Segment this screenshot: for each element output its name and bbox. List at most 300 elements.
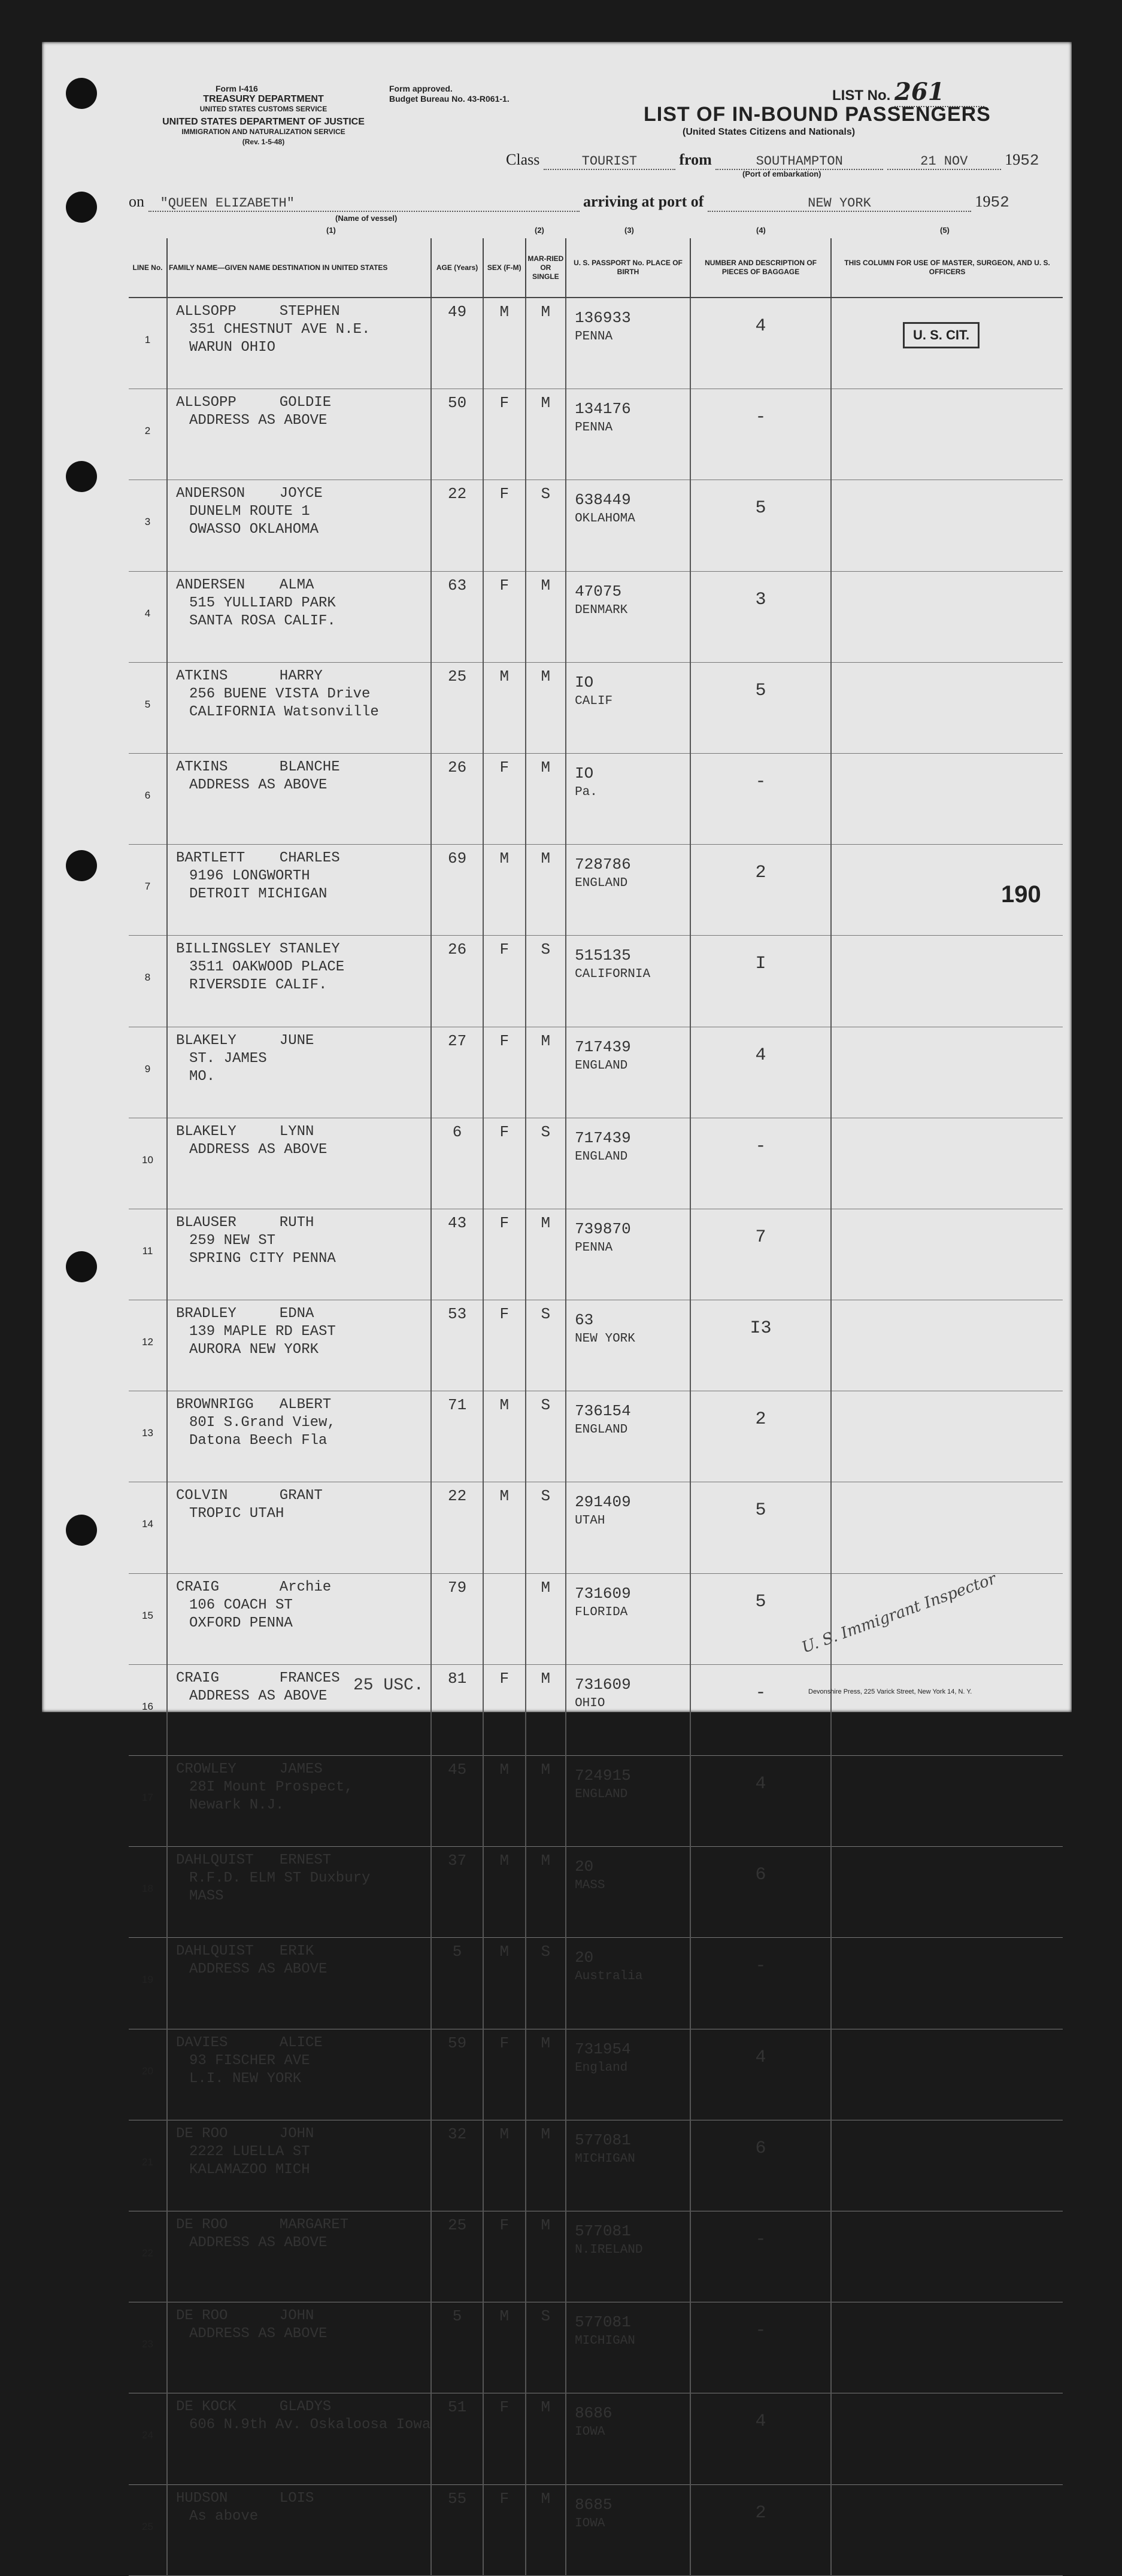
footer-total: 25 USC. [353, 1676, 424, 1695]
married-cell: S [526, 936, 566, 1027]
header-married: MAR-RIED OR SINGLE [526, 238, 566, 298]
line-number: 21 [129, 2120, 167, 2211]
destination-address: 9196 LONGWORTH DETROIT MICHIGAN [189, 868, 327, 903]
age-cell: 43 [431, 1209, 483, 1300]
passenger-name [167, 1391, 431, 1482]
baggage-cell: I [690, 936, 831, 1027]
place-of-birth: UTAH [575, 1514, 605, 1528]
line-number: 17 [129, 1756, 167, 1847]
sex-cell: F [483, 2211, 526, 2302]
passport-cell [566, 389, 690, 480]
age-cell: 22 [431, 1482, 483, 1573]
baggage-cell: - [690, 1664, 831, 1755]
family-given-name: CRAIG FRANCES [175, 1670, 340, 1686]
destination-address: ADDRESS AS ABOVE [189, 2234, 327, 2251]
passport-cell [566, 1391, 690, 1482]
col-num-3: (3) [624, 226, 634, 235]
officers-cell [831, 2120, 1063, 2211]
age-cell: 81 [431, 1664, 483, 1755]
passenger-name [167, 753, 431, 844]
sex-cell: F [483, 2393, 526, 2484]
punch-hole [66, 192, 97, 223]
family-given-name: HUDSON LOIS [175, 2490, 314, 2507]
age-cell: 55 [431, 2484, 483, 2575]
destination-address: 80I S.Grand View, Datona Beech Fla [189, 1415, 336, 1449]
passport-number: 134176 [575, 400, 631, 418]
passenger-name [167, 2302, 431, 2393]
passport-number: IO [575, 764, 594, 782]
destination-address: As above [189, 2508, 259, 2525]
passenger-name [167, 1209, 431, 1300]
passenger-name [167, 845, 431, 936]
sex-cell: M [483, 1756, 526, 1847]
passport-cell [566, 1573, 690, 1664]
page-subtitle: (United States Citizens and Nationals) [683, 127, 856, 137]
vessel-name: "QUEEN ELIZABETH" [148, 196, 580, 212]
passport-number: 739870 [575, 1219, 631, 1238]
married-cell: M [526, 298, 566, 389]
married-cell: M [526, 845, 566, 936]
baggage-cell: 4 [690, 2029, 831, 2120]
punch-hole [66, 1251, 97, 1282]
vessel-line [129, 193, 1063, 212]
sex-cell: F [483, 2484, 526, 2575]
married-cell: M [526, 753, 566, 844]
table-header [129, 238, 1063, 298]
passenger-name [167, 480, 431, 571]
passport-cell [566, 480, 690, 571]
sex-cell: F [483, 1300, 526, 1391]
line-number: 25 [129, 2484, 167, 2575]
married-cell: M [526, 2393, 566, 2484]
age-cell: 59 [431, 2029, 483, 2120]
baggage-cell: 2 [690, 845, 831, 936]
header-officers: THIS COLUMN FOR USE OF MASTER, SURGEON, AND U. S. OFFICERS [831, 238, 1063, 298]
married-cell: M [526, 1573, 566, 1664]
age-cell: 22 [431, 480, 483, 571]
line-number: 6 [129, 753, 167, 844]
age-cell: 45 [431, 1756, 483, 1847]
passenger-name [167, 1027, 431, 1118]
age-cell: 50 [431, 389, 483, 480]
family-given-name: ANDERSON JOYCE [175, 486, 323, 502]
place-of-birth: ENGLAND [575, 1423, 628, 1437]
sex-cell: M [483, 2120, 526, 2211]
line-number: 14 [129, 1482, 167, 1573]
destination-address: 606 N.9th Av. Oskaloosa Iowa [189, 2417, 431, 2434]
passenger-name [167, 1482, 431, 1573]
passport-cell [566, 1756, 690, 1847]
header-baggage: NUMBER AND DESCRIPTION OF PIECES OF BAGGAGE [690, 238, 831, 298]
sex-cell [483, 1573, 526, 1664]
punch-hole [66, 461, 97, 492]
passport-cell [566, 1664, 690, 1755]
baggage-cell: 5 [690, 1573, 831, 1664]
arriving-label: arriving at port of [583, 193, 704, 210]
sex-cell: M [483, 1482, 526, 1573]
sex-cell: M [483, 662, 526, 753]
place-of-birth: Pa. [575, 785, 598, 799]
family-given-name: CROWLEY JAMES [175, 1761, 323, 1777]
table-row [129, 1482, 1063, 1573]
place-of-birth: IOWA [575, 2425, 605, 2440]
header-passport: U. S. PASSPORT No. PLACE OF BIRTH [566, 238, 690, 298]
passport-cell [566, 2393, 690, 2484]
baggage-cell: - [690, 753, 831, 844]
arriving-value: NEW YORK [708, 196, 971, 212]
family-given-name: DAVIES ALICE [175, 2034, 323, 2051]
destination-address: TROPIC UTAH [189, 1506, 284, 1522]
age-cell: 71 [431, 1391, 483, 1482]
col-num-5: (5) [940, 226, 950, 235]
page-title: LIST OF IN-BOUND PASSENGERS [644, 103, 991, 126]
age-cell: 26 [431, 753, 483, 844]
table-row [129, 1391, 1063, 1482]
class-label: Class [506, 151, 540, 168]
family-given-name: BLAKELY LYNN [175, 1123, 314, 1140]
place-of-birth: CALIFORNIA [575, 967, 651, 982]
passenger-name [167, 662, 431, 753]
line-number: 15 [129, 1573, 167, 1664]
family-given-name: BROWNRIGG ALBERT [175, 1397, 332, 1413]
baggage-cell: 5 [690, 1482, 831, 1573]
destination-address: ADDRESS AS ABOVE [189, 412, 327, 429]
baggage-cell: 6 [690, 2120, 831, 2211]
baggage-cell: 4 [690, 1756, 831, 1847]
officers-cell [831, 753, 1063, 844]
age-cell: 32 [431, 2120, 483, 2211]
passport-cell [566, 2120, 690, 2211]
passenger-name [167, 1118, 431, 1209]
punch-hole [66, 1515, 97, 1546]
passport-number: 724915 [575, 1767, 631, 1785]
destination-address: ADDRESS AS ABOVE [189, 1688, 327, 1704]
married-cell: S [526, 1300, 566, 1391]
baggage-cell: - [690, 1118, 831, 1209]
col-num-4: (4) [756, 226, 766, 235]
married-cell: M [526, 389, 566, 480]
destination-address: 28I Mount Prospect, Newark N.J. [189, 1779, 353, 1813]
destination-address: ADDRESS AS ABOVE [189, 1141, 327, 1158]
passport-number: 577081 [575, 2222, 631, 2240]
table-row [129, 2211, 1063, 2302]
passport-cell [566, 662, 690, 753]
line-number: 8 [129, 936, 167, 1027]
passport-cell [566, 2029, 690, 2120]
passport-number: 63 [575, 1311, 594, 1330]
passenger-name [167, 298, 431, 389]
passport-cell [566, 936, 690, 1027]
place-of-birth: NEW YORK [575, 1332, 635, 1346]
line-number: 22 [129, 2211, 167, 2302]
married-cell: M [526, 2484, 566, 2575]
baggage-cell: 5 [690, 480, 831, 571]
officers-cell [831, 1118, 1063, 1209]
passport-cell [566, 2211, 690, 2302]
baggage-cell: 4 [690, 2393, 831, 2484]
year-prefix: 19 [1005, 151, 1021, 168]
passport-cell [566, 1027, 690, 1118]
married-cell: M [526, 2029, 566, 2120]
table-row [129, 1847, 1063, 1938]
married-cell: M [526, 1847, 566, 1938]
place-of-birth: CALIF [575, 694, 613, 708]
age-cell: 53 [431, 1300, 483, 1391]
officers-cell [831, 662, 1063, 753]
family-given-name: COLVIN GRANT [175, 1488, 323, 1504]
place-of-birth: England [575, 2061, 628, 2075]
year-value: 52 [1020, 151, 1039, 169]
family-given-name: BLAUSER RUTH [175, 1214, 314, 1231]
place-of-birth: MICHIGAN [575, 2334, 635, 2349]
officers-cell [831, 1938, 1063, 2029]
passport-number: 8685 [575, 2495, 612, 2514]
budget-bureau: Budget Bureau No. 43-R061-1. [389, 94, 510, 104]
passport-number: 291409 [575, 1493, 631, 1512]
destination-address: ST. JAMES MO. [189, 1050, 267, 1085]
baggage-cell: 2 [690, 2484, 831, 2575]
place-of-birth: IOWA [575, 2516, 605, 2531]
family-given-name: DE ROO JOHN [175, 2125, 314, 2142]
passenger-name [167, 2120, 431, 2211]
class-value: TOURIST [544, 154, 675, 170]
punch-hole [66, 850, 97, 881]
family-given-name: BILLINGSLEY STANLEY [175, 941, 340, 958]
age-cell: 5 [431, 1938, 483, 2029]
table-row [129, 2120, 1063, 2211]
line-number: 4 [129, 571, 167, 662]
place-of-birth: OHIO [575, 1696, 605, 1710]
passenger-name [167, 936, 431, 1027]
place-of-birth: PENNA [575, 1240, 613, 1255]
sex-cell: F [483, 1209, 526, 1300]
destination-address: 351 CHESTNUT AVE N.E. WARUN OHIO [189, 321, 371, 356]
officers-cell [831, 936, 1063, 1027]
passport-cell [566, 1118, 690, 1209]
passenger-name [167, 571, 431, 662]
family-given-name: BLAKELY JUNE [175, 1032, 314, 1049]
table-row [129, 845, 1063, 936]
ins-service: IMMIGRATION AND NATURALIZATION SERVICE [181, 128, 345, 136]
officers-cell [831, 2029, 1063, 2120]
passenger-name [167, 2484, 431, 2575]
passport-number: 20 [575, 1858, 594, 1876]
date-value: 21 NOV [887, 154, 1001, 170]
baggage-cell: I3 [690, 1300, 831, 1391]
family-given-name: ALLSOPP STEPHEN [175, 304, 340, 320]
married-cell: M [526, 1664, 566, 1755]
place-of-birth: OKLAHOMA [575, 512, 635, 526]
baggage-cell: - [690, 2302, 831, 2393]
family-given-name: ATKINS BLANCHE [175, 758, 340, 775]
passenger-name [167, 2211, 431, 2302]
line-number: 5 [129, 662, 167, 753]
sex-cell: F [483, 2029, 526, 2120]
passenger-name [167, 1756, 431, 1847]
family-given-name: DAHLQUIST ERNEST [175, 1852, 332, 1869]
line-number: 1 [129, 298, 167, 389]
destination-address: 256 BUENE VISTA Drive CALIFORNIA Watsonville [189, 685, 379, 720]
line-number: 11 [129, 1209, 167, 1300]
passenger-name [167, 2393, 431, 2484]
destination-address: 106 COACH ST OXFORD PENNA [189, 1597, 293, 1631]
passenger-name [167, 1573, 431, 1664]
passport-cell [566, 2302, 690, 2393]
place-of-birth: FLORIDA [575, 1605, 628, 1619]
sex-cell: F [483, 571, 526, 662]
sex-cell: F [483, 936, 526, 1027]
line-number: 16 [129, 1664, 167, 1755]
line-number: 18 [129, 1847, 167, 1938]
table-row [129, 389, 1063, 480]
officers-cell [831, 2393, 1063, 2484]
officers-cell [831, 1482, 1063, 1573]
destination-address: DUNELM ROUTE 1 OWASSO OKLAHOMA [189, 503, 319, 538]
married-cell: M [526, 571, 566, 662]
place-of-birth: ENGLAND [575, 876, 628, 891]
passenger-name [167, 1938, 431, 2029]
class-line [506, 151, 1039, 170]
place-of-birth: PENNA [575, 421, 613, 435]
officers-cell [831, 1664, 1063, 1755]
list-no-label: LIST No. [832, 87, 891, 104]
baggage-cell: - [690, 1938, 831, 2029]
age-cell: 26 [431, 936, 483, 1027]
age-cell: 63 [431, 571, 483, 662]
passenger-name [167, 1300, 431, 1391]
passport-number: IO [575, 673, 594, 691]
passport-number: 717439 [575, 1037, 631, 1056]
age-cell: 69 [431, 845, 483, 936]
passport-number: 577081 [575, 2131, 631, 2149]
married-cell: S [526, 1118, 566, 1209]
sex-cell: M [483, 1938, 526, 2029]
destination-address: 3511 OAKWOOD PLACE RIVERSDIE CALIF. [189, 959, 345, 994]
passport-cell [566, 1938, 690, 2029]
passport-number: 47075 [575, 582, 622, 600]
passport-cell [566, 1482, 690, 1573]
baggage-cell: - [690, 389, 831, 480]
baggage-cell: 5 [690, 662, 831, 753]
sex-cell: M [483, 845, 526, 936]
baggage-cell: 4 [690, 1027, 831, 1118]
married-cell: S [526, 1938, 566, 2029]
officers-cell [831, 2302, 1063, 2393]
table-row [129, 1209, 1063, 1300]
place-of-birth: Australia [575, 1970, 643, 1984]
family-given-name: DE ROO MARGARET [175, 2216, 349, 2233]
table-row [129, 1664, 1063, 1755]
destination-address: ADDRESS AS ABOVE [189, 2326, 327, 2343]
sex-cell: F [483, 389, 526, 480]
passport-cell [566, 298, 690, 389]
baggage-cell: 6 [690, 1847, 831, 1938]
line-number: 10 [129, 1118, 167, 1209]
table-row [129, 1573, 1063, 1664]
passport-cell [566, 753, 690, 844]
baggage-cell: 7 [690, 1209, 831, 1300]
sex-cell: F [483, 1118, 526, 1209]
age-cell: 5 [431, 2302, 483, 2393]
year2-prefix: 19 [975, 193, 991, 210]
age-cell: 6 [431, 1118, 483, 1209]
table-row [129, 662, 1063, 753]
sex-cell: M [483, 1847, 526, 1938]
family-given-name: BARTLETT CHARLES [175, 850, 340, 867]
table-row [129, 1756, 1063, 1847]
place-of-birth: ENGLAND [575, 1788, 628, 1801]
officers-cell [831, 1027, 1063, 1118]
table-row [129, 2029, 1063, 2120]
passport-number: 731609 [575, 1675, 631, 1694]
passport-cell [566, 845, 690, 936]
sex-cell: F [483, 1027, 526, 1118]
line-number: 13 [129, 1391, 167, 1482]
family-given-name: ATKINS HARRY [175, 667, 323, 684]
sex-cell: F [483, 480, 526, 571]
treasury-dept: TREASURY DEPARTMENT [203, 94, 324, 104]
sex-cell: M [483, 298, 526, 389]
sex-cell: M [483, 1391, 526, 1482]
family-given-name: BRADLEY EDNA [175, 1306, 314, 1322]
table-row [129, 1938, 1063, 2029]
line-number: 24 [129, 2393, 167, 2484]
married-cell: S [526, 2302, 566, 2393]
married-cell: S [526, 1482, 566, 1573]
destination-address: 259 NEW ST SPRING CITY PENNA [189, 1232, 336, 1267]
justice-dept: UNITED STATES DEPARTMENT OF JUSTICE [162, 117, 365, 127]
officers-cell [831, 1391, 1063, 1482]
table-row [129, 2393, 1063, 2484]
line-number: 23 [129, 2302, 167, 2393]
table-row [129, 753, 1063, 844]
from-value: SOUTHAMPTON [715, 154, 883, 170]
place-of-birth: DENMARK [575, 603, 628, 617]
officers-cell [831, 571, 1063, 662]
list-no-value: 261 [894, 78, 984, 107]
passport-number: 728786 [575, 855, 631, 874]
from-label: from [679, 151, 712, 168]
officers-cell [831, 2211, 1063, 2302]
destination-address: R.F.D. ELM ST Duxbury MASS [189, 1870, 371, 1905]
table-row [129, 2302, 1063, 2393]
age-cell: 27 [431, 1027, 483, 1118]
on-label: on [129, 193, 144, 210]
passport-number: 515135 [575, 946, 631, 965]
form-approved: Form approved. [389, 84, 453, 93]
form-number: Form I-416 [216, 84, 258, 93]
passport-number: 717439 [575, 1128, 631, 1147]
table-row [129, 1027, 1063, 1118]
sex-cell: M [483, 2302, 526, 2393]
age-cell: 25 [431, 662, 483, 753]
passenger-name [167, 2029, 431, 2120]
line-number: 3 [129, 480, 167, 571]
passenger-name [167, 389, 431, 480]
vessel-caption: (Name of vessel) [335, 214, 398, 223]
passport-number: 731609 [575, 1584, 631, 1603]
passport-number: 20 [575, 1949, 594, 1967]
family-given-name: ANDERSEN ALMA [175, 577, 314, 593]
married-cell: M [526, 662, 566, 753]
family-given-name: CRAIG Archie [175, 1579, 332, 1595]
family-given-name: DE ROO JOHN [175, 2308, 314, 2325]
officers-cell [831, 1847, 1063, 1938]
agency-header [120, 84, 407, 147]
line-number: 19 [129, 1938, 167, 2029]
passenger-table [129, 238, 1063, 2576]
approval-note [389, 84, 510, 104]
